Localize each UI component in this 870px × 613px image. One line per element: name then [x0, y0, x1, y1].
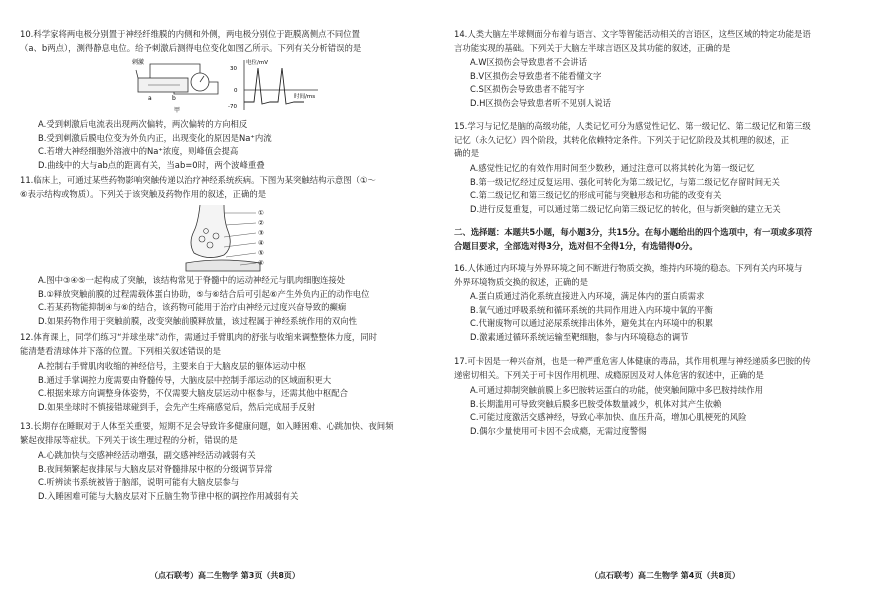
question-14 — [454, 28, 811, 55]
question-16-options — [470, 290, 713, 344]
option-c: C.若增大神经细胞外溶液中的Na⁺浓度，则峰值会提高 — [38, 146, 239, 157]
graph-ylabel: 电位/mV — [246, 60, 268, 66]
left-page — [0, 0, 430, 613]
option-b: B.受到刺激后膜电位变为外负内正，出现变化的原因是Na⁺内流 — [38, 132, 272, 143]
question-15-options — [470, 162, 781, 216]
stimulus-label: 刺激 — [132, 59, 145, 66]
option-d: D.如果药物作用于突触前膜，改变突触前膜释放量，该过程属于神经系统作用的双向性 — [38, 315, 357, 326]
question-10-options — [38, 118, 272, 172]
question-17-options — [470, 384, 763, 438]
option-b: B.①释放突触前膜的过程需载体蛋白协助，⑤与⑥结合后可引起⑥产生外负内正的动作电位 — [38, 288, 370, 299]
graph-tick-0: 0 — [234, 88, 238, 94]
question-16 — [454, 262, 802, 289]
section-heading-line: 合题目要求，全部选对得3分，选对但不全得1分，有选错得0分。 — [454, 240, 698, 251]
option-a: A.心跳加快与交感神经活动增强，副交感神经活动减弱有关 — [38, 450, 256, 460]
question-10 — [20, 28, 361, 55]
option-b: B.长期滥用可导致突触后膜多巴胺受体数量减少，机体对其产生依赖 — [470, 398, 722, 409]
label-5: ⑤ — [258, 249, 264, 257]
question-12-stem-line: 12.体育课上，同学们练习“并球坐球”动作，需通过手臂肌肉的舒张与收缩来调整整体力度，同时 — [20, 332, 377, 342]
question-16-stem-line: 16.人体通过内环境与外界环境之间不断进行物质交换，维持内环境的稳态。下列有关内环境与 — [454, 263, 803, 273]
question-11-stem-line: ⑥表示结构或物质）。下列关于该突触及药物作用的叙述，正确的是 — [20, 188, 267, 199]
option-b: B.氧气通过呼吸系统和循环系统的共同作用进入内环境中氧的平衡 — [470, 304, 713, 315]
label-4: ④ — [258, 239, 264, 247]
electrode-wire — [150, 64, 200, 78]
point-b-label: b — [172, 95, 176, 102]
option-b: B.通过手掌调控力度需要由脊髓传导，大脑皮层中控制手部运动的区域面积更大 — [38, 374, 332, 385]
label-3: ③ — [258, 229, 264, 237]
question-15-stem-line: 记忆（永久记忆）四个阶段，其转化依赖特定条件。下列关于记忆阶段及其机理的叙述，正 — [454, 134, 789, 145]
question-14-options — [470, 56, 611, 110]
label-6: ⑥ — [258, 259, 264, 267]
question-11-options — [38, 274, 370, 328]
graph-tick-30: 30 — [230, 66, 237, 72]
option-c: C.代谢废物可以通过泌尿系统排出体外，避免其在内环境中的积累 — [470, 318, 714, 329]
section-heading-line: 二、选择题：本题共5小题，每小题3分，共15分。在每小题给出的四个选项中，有一项或多项符 — [454, 227, 813, 237]
question-14-stem-line: 言功能实现的基础。下列关于大脑左半球言语区及其功能的叙述，正确的是 — [454, 42, 731, 53]
question-10-stem-line: （a、b两点），测得静息电位。给予刺激后测得电位变化如图乙所示。下列有关分析错误的是 — [20, 42, 362, 53]
option-d: D.入睡困难可能与大脑皮层对下丘脑生物节律中枢的调控作用减弱有关 — [38, 490, 299, 501]
postsynaptic-membrane — [186, 260, 260, 271]
option-d: D.曲线中的大与ab点的距离有关，当ab=0时，两个波峰重叠 — [38, 159, 265, 170]
option-a: A.受到刺激后电流表出现两次偏转，两次偏转的方向相反 — [38, 119, 248, 129]
page-footer: （点石联考）高二生物学 第4页（共8页） — [590, 571, 740, 580]
option-d: D.如果坐球时不慎接错球碰到手，会先产生疼痛感觉后，然后完成屈手反射 — [38, 401, 316, 412]
option-d: D.进行反复重复，可以通过第二级记忆向第三级记忆的转化，但与新突触的建立无关 — [470, 203, 781, 214]
option-d: D.H区损伤会导致患者听不见别人说话 — [470, 97, 612, 108]
question-14-stem-line: 14.人类大脑左半球侧面分布着与语言、文字等智能活动相关的言语区，这些区域的特定功能是语 — [454, 29, 811, 39]
option-a: A.蛋白质通过消化系统直接进入内环境，满足体内的蛋白质需求 — [470, 291, 705, 301]
option-b: B.夜间频繁起夜排尿与大脑皮层对脊髓排尿中枢的分级调节异常 — [38, 463, 273, 474]
label-1: ① — [258, 209, 264, 217]
question-17-stem-line: 17.可卡因是一种兴奋剂，也是一种严重危害人体健康的毒品，其作用机理与神经递质多巴胺的传 — [454, 356, 811, 366]
stimulus-arrow — [136, 70, 138, 78]
question-13-stem-line: 繁起夜排尿等症状。下列关于该生理过程的分析，错误的是 — [20, 434, 238, 445]
question-10-stem-line: 10.科学家将两电极分别置于神经纤维膜的内侧和外侧，两电极分别位于距膜离侧点不同位置 — [20, 29, 360, 39]
option-a: A.W区损伤会导致患者不会讲话 — [470, 57, 588, 67]
option-c: C.第二级记忆和第三级记忆的形成可能与突触形态和功能的改变有关 — [470, 190, 722, 201]
question-13-stem-line: 13.长期存在睡眠对于人体至关重要，短期不足会导致许多健康问题，如入睡困难、心跳加快、夜间频 — [20, 421, 394, 431]
option-a: A.控制右手臂肌肉收缩的神经信号，主要来自于大脑皮层的躯体运动中枢 — [38, 361, 306, 371]
leader-line — [226, 253, 256, 257]
label-2: ② — [258, 219, 264, 227]
question-11-stem-line: 11.临床上，可通过某些药物影响突触传递以治疗神经系统疾病。下图为某突触结构示意图（①～ — [20, 175, 376, 185]
synapse-figure — [180, 203, 280, 273]
option-c: C.若某药物能抑制④与⑥的结合，该药物可能用于治疗由神经元过度兴奋导致的癫痫 — [38, 302, 347, 313]
option-b: B.第一级记忆经过反复运用、强化可转化为第二级记忆，与第二级记忆存留时间无关 — [470, 176, 780, 187]
question-11 — [20, 174, 376, 201]
option-c: C.听辨读书系统被皆于脑部，说明可能有大脑皮层参与 — [38, 477, 240, 488]
question-12-stem-line: 能清楚看清球体并下落的位置。下列相关叙述错误的是 — [20, 345, 221, 356]
question-15 — [454, 120, 811, 161]
graph-xlabel: 时间/ms — [294, 94, 316, 100]
option-a: A.图中③④⑤一起构成了突触，该结构常见于脊髓中的运动神经元与肌肉细胞连接处 — [38, 275, 346, 285]
option-a: A.可通过抑制突触前膜上多巴胺转运蛋白的功能，使突触间隙中多巴胺持续作用 — [470, 385, 763, 395]
option-c: C.可能过度激活交感神经，导致心率加快、血压升高，增加心肌梗死的风险 — [470, 412, 747, 423]
leader-line — [226, 223, 256, 225]
option-c: C.根据来球方向调整身体姿势，不仅需要大脑皮层运动中枢参与，还需其他中枢配合 — [38, 388, 349, 399]
question-13 — [20, 420, 393, 447]
question-17-stem-line: 递密切相关。下列关于可卡因作用机理、成瘾原因及对人体危害的叙述中，正确的是 — [454, 369, 764, 380]
option-b: B.V区损伤会导致患者不能看懂文字 — [470, 70, 602, 81]
question-17 — [454, 355, 811, 382]
option-d: D.偶尔少量使用可卡因不会成瘾，无需过度警惕 — [470, 425, 647, 436]
option-d: D.激素通过循环系统运输至靶细胞，参与内环境稳态的调节 — [470, 331, 689, 342]
q10-figure — [128, 56, 328, 118]
option-c: C.S区损伤会导致患者不能写字 — [470, 84, 585, 95]
option-a: A.感觉性记忆的有效作用时间至少数秒，通过注意可以将其转化为第一级记忆 — [470, 163, 755, 173]
question-12-options — [38, 360, 348, 414]
section-heading — [454, 226, 812, 253]
right-page — [440, 0, 870, 613]
question-15-stem-line: 确的是 — [454, 148, 480, 159]
point-a-label: a — [148, 95, 152, 102]
question-15-stem-line: 15.学习与记忆是脑的高级功能，人类记忆可分为感觉性记忆、第一级记忆、第二级记忆和第三级 — [454, 121, 811, 131]
graph-tick-minus70: -70 — [228, 104, 237, 110]
figure-caption-jia: 甲 — [174, 107, 181, 114]
question-12 — [20, 331, 377, 358]
page-footer: （点石联考）高二生物学 第3页（共8页） — [150, 571, 300, 580]
question-16-stem-line: 外界环境物质交换的叙述，正确的是 — [454, 276, 588, 287]
question-13-options — [38, 449, 298, 503]
